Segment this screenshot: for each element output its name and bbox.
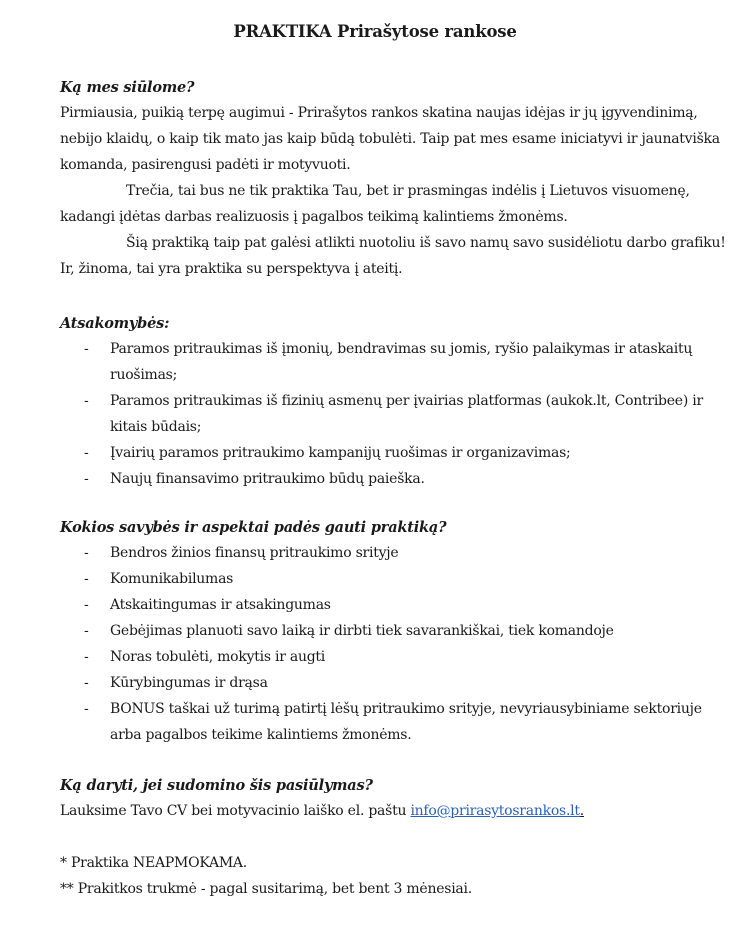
apply-section [60, 774, 584, 824]
responsibilities-section [60, 312, 703, 492]
qualities-list [60, 540, 702, 748]
dash-bullet: - [84, 341, 89, 357]
list-item: - Įvairių paramos pritraukimo kampanijų ruošimas ir organizavimas; [60, 440, 703, 466]
email-link[interactable]: info@prirasytosrankos.lt [410, 803, 580, 819]
list-item: - Noras tobulėti, mokytis ir augti [60, 644, 702, 670]
dash-bullet: - [84, 701, 89, 717]
dash-bullet: - [84, 571, 89, 587]
list-item: - Naujų finansavimo pritraukimo būdų paieška. [60, 466, 703, 492]
list-item: - Kūrybingumas ir drąsa [60, 670, 702, 696]
list-item: - Paramos pritraukimas iš įmonių, bendravimas su jomis, ryšio palaikymas ir ataskaitų ruošimas; [60, 336, 703, 388]
apply-text: Lauksime Tavo CV bei motyvacinio laiško el. paštu info@prirasytosrankos.lt. [60, 803, 584, 819]
notes-section [60, 850, 472, 902]
offer-line: Trečia, tai bus ne tik praktika Tau, bet ir prasmingas indėlis į Lietuvos visuomenę, [126, 183, 690, 199]
offer-heading: Ką mes siūlome? [60, 79, 195, 96]
offer-line: Pirmiausia, puikią terpę augimui - Prirašytos rankos skatina naujas idėjas ir jų įgyvendinimą, [60, 105, 698, 121]
dash-bullet: - [84, 649, 89, 665]
dash-bullet: - [84, 393, 89, 409]
dash-bullet: - [84, 545, 89, 561]
offer-line: kadangi įdėtas darbas realizuosis į pagalbos teikimą kalintiems žmonėms. [60, 209, 568, 225]
dash-bullet: - [84, 471, 89, 487]
offer-line: Ir, žinoma, tai yra praktika su perspektyva į ateitį. [60, 261, 403, 277]
list-item: - Paramos pritraukimas iš fizinių asmenų per įvairias platformas (aukok.lt, Contribee) ir kitais būdais; [60, 388, 703, 440]
list-item: - Gebėjimas planuoti savo laiką ir dirbti tiek savarankiškai, tiek komandoje [60, 618, 702, 644]
list-item: - Komunikabilumas [60, 566, 702, 592]
offer-section [60, 76, 726, 282]
offer-line: komanda, pasirengusi padėti ir motyvuoti. [60, 157, 351, 173]
dash-bullet: - [84, 445, 89, 461]
responsibilities-heading: Atsakomybės: [60, 315, 170, 332]
list-item: - Bendros žinios finansų pritraukimo srityje [60, 540, 702, 566]
page-title: PRAKTIKA Prirašytose rankose [233, 22, 517, 41]
note-duration: ** Prakitkos trukmė - pagal susitarimą, bet bent 3 mėnesiai. [60, 881, 472, 897]
responsibilities-list [60, 336, 703, 492]
offer-line: nebijo klaidų, o kaip tik mato jas kaip būdą tobulėti. Taip pat mes esame iniciatyvi ir jaunatviška [60, 131, 720, 147]
apply-heading: Ką daryti, jei sudomino šis pasiūlymas? [60, 777, 373, 794]
list-item: - BONUS taškai už turimą patirtį lėšų pritraukimo srityje, nevyriausybiniame sektoriuje arba pagalbos teikime kalintiems žmonėms. [60, 696, 702, 748]
dash-bullet: - [84, 597, 89, 613]
qualities-section [60, 516, 702, 748]
qualities-heading: Kokios savybės ir aspektai padės gauti praktiką? [60, 519, 447, 536]
offer-line: Šią praktiką taip pat galėsi atlikti nuotoliu iš savo namų savo susidėliotu darbo grafiku! [126, 235, 726, 251]
dash-bullet: - [84, 623, 89, 639]
note-unpaid: * Praktika NEAPMOKAMA. [60, 855, 247, 871]
list-item: - Atskaitingumas ir atsakingumas [60, 592, 702, 618]
dash-bullet: - [84, 675, 89, 691]
